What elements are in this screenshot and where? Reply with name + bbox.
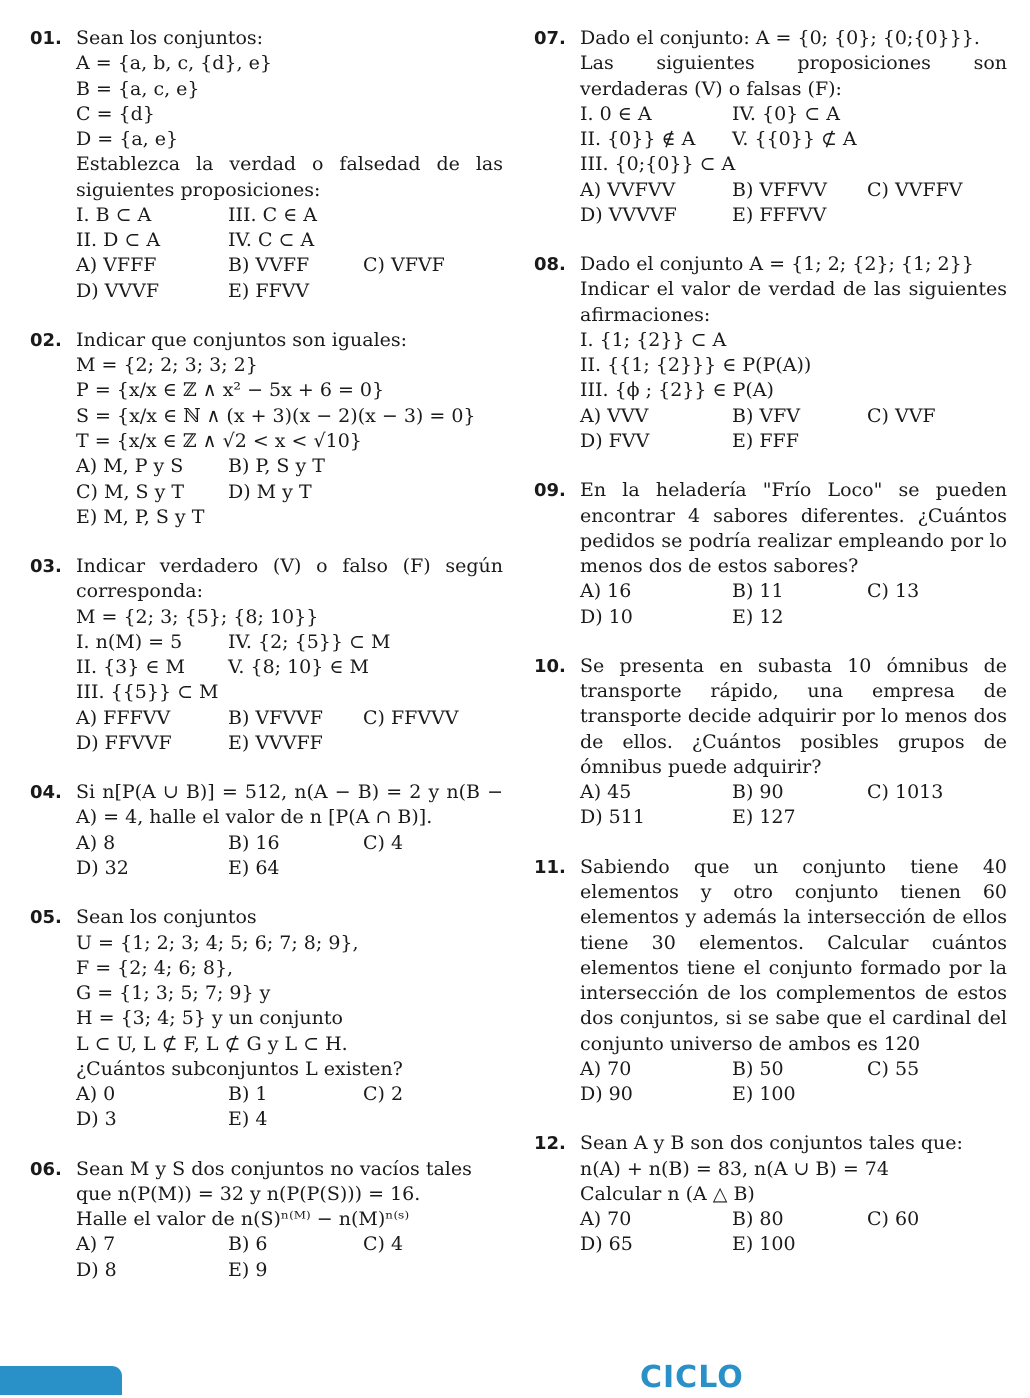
proposition-row — [76, 680, 503, 705]
question-block — [534, 478, 1007, 630]
answer-option: E) 9 — [228, 1258, 268, 1281]
statement-line: II. {{1; {2}}} ∈ P(P(A)) — [580, 354, 812, 377]
answer-option: D) 3 — [76, 1108, 117, 1131]
answer-option: A) 8 — [76, 831, 116, 854]
question-block — [30, 554, 503, 756]
question-number: 05. — [30, 907, 62, 929]
answer-option: E) 127 — [732, 806, 796, 829]
answer-option — [363, 856, 503, 881]
statement-line: M = {2; 3; {5}; {8; 10}} — [76, 605, 319, 628]
answer-option: B) VFV — [732, 404, 801, 427]
options-row — [76, 1258, 503, 1283]
statement-line: A = {a, b, c, {d}, e} — [76, 52, 272, 75]
question-row — [534, 252, 1007, 454]
answer-option — [363, 1107, 503, 1132]
proposition: III. {0;{0}} ⊂ A — [580, 153, 736, 176]
answer-option: D) 10 — [580, 605, 633, 628]
question-text: Las siguientes proposiciones son verdaderas (V) o falsas (F): — [580, 52, 1007, 100]
statement-line: Dado el conjunto A = {1; 2; {2}; {1; 2}} — [580, 253, 974, 276]
proposition-row — [76, 228, 503, 253]
question-text: Sabiendo que un conjunto tiene 40 elementos y otro conjunto tienen 60 elementos y además la intersección de ellos tiene 30 elementos. Calcular cuántos elementos tiene el conjunto formado por la intersección de los complementos de estos dos conjuntos, si se sabe que el cardinal del conjunto universo de ambos es 120 — [580, 855, 1007, 1055]
options-row — [76, 706, 503, 731]
proposition: V. {{0}} ⊄ A — [732, 128, 857, 151]
answer-option: B) 16 — [228, 831, 280, 854]
answer-option — [363, 731, 503, 756]
question-number: 10. — [534, 655, 566, 677]
proposition: IV. {0} ⊂ A — [732, 102, 840, 125]
options-row — [580, 780, 1007, 805]
answer-option: C) VVF — [867, 404, 936, 427]
statement-line: Dado el conjunto: A = {0; {0}; {0;{0}}}. — [580, 27, 980, 49]
answer-option: D) FVV — [580, 429, 650, 452]
proposition-row — [76, 655, 503, 680]
question-number: 07. — [534, 28, 566, 49]
options-row — [76, 1232, 503, 1257]
question-block — [534, 1131, 966, 1257]
answer-option: D) M y T — [228, 480, 312, 503]
statement-line: Calcular n (A △ B) — [580, 1182, 755, 1205]
statement-line: Indicar que conjuntos son iguales: — [76, 328, 408, 351]
question-block — [534, 252, 1007, 454]
answer-option: B) 11 — [732, 580, 784, 603]
proposition: II. {3} ∈ M — [76, 656, 185, 679]
question-body — [580, 1131, 1007, 1257]
statement-line: U = {1; 2; 3; 4; 5; 6; 7; 8; 9}, — [76, 931, 359, 954]
proposition: V. {8; 10} ∈ M — [228, 656, 369, 679]
answer-option: B) 80 — [732, 1208, 784, 1231]
answer-option — [867, 203, 1007, 228]
question-block — [30, 26, 503, 304]
options-row — [580, 429, 1007, 454]
answer-option: E) 100 — [732, 1233, 796, 1256]
answer-option: D) FFVVF — [76, 731, 172, 754]
answer-option: A) 16 — [580, 580, 632, 603]
options-row — [580, 805, 1007, 830]
answer-option: D) 90 — [580, 1083, 633, 1106]
answer-option: B) VFFVV — [732, 178, 827, 201]
footer-page-tab — [0, 1366, 122, 1395]
question-block — [534, 26, 1007, 228]
options-row — [76, 279, 503, 304]
question-number: 01. — [30, 28, 62, 49]
proposition: I. n(M) = 5 — [76, 630, 183, 653]
left-column — [30, 26, 503, 1295]
question-block — [30, 905, 480, 1132]
statement-line: L ⊂ U, L ⊄ F, L ⊄ G y L ⊂ H. — [76, 1032, 348, 1055]
answer-option: E) 100 — [732, 1083, 796, 1106]
options-row — [76, 1082, 503, 1107]
answer-option: C) 60 — [867, 1208, 920, 1231]
answer-option — [867, 605, 1007, 630]
question-row — [534, 478, 1007, 630]
answer-option — [363, 480, 503, 505]
answer-option: C) 1013 — [867, 781, 944, 804]
answer-option — [228, 505, 363, 530]
options-row — [76, 480, 503, 505]
question-text: Indicar el valor de verdad de las siguientes afirmaciones: — [580, 278, 1007, 326]
question-block — [30, 780, 503, 881]
question-body — [76, 26, 503, 304]
statement-line: T = {x/x ∈ ℤ ∧ √2 < x < √10} — [76, 429, 362, 452]
question-text: Indicar verdadero (V) o falso (F) según corresponda: — [76, 555, 503, 603]
question-row — [30, 1157, 480, 1283]
options-row — [580, 1057, 1007, 1082]
answer-option: C) 13 — [867, 580, 920, 603]
statement-line: Sean los conjuntos: — [76, 27, 264, 49]
question-block — [30, 1157, 480, 1283]
question-text: Establezca la verdad o falsedad de las siguientes proposiciones: — [76, 153, 503, 201]
options-row — [580, 579, 1007, 604]
question-row — [534, 855, 1007, 1108]
answer-option: B) VFVVF — [228, 706, 323, 729]
answer-option: E) FFFVV — [732, 203, 827, 226]
answer-option — [867, 1082, 1007, 1107]
options-row — [580, 203, 1007, 228]
question-number: 03. — [30, 556, 62, 578]
answer-option: A) VFFF — [76, 254, 157, 277]
statement-line: ¿Cuántos subconjuntos L existen? — [76, 1057, 403, 1080]
answer-option: A) FFFVV — [76, 706, 171, 729]
footer-brand: CICLO — [640, 1360, 744, 1395]
proposition-row — [76, 203, 503, 228]
question-row — [534, 26, 1007, 228]
question-number: 09. — [534, 480, 566, 502]
options-row — [76, 856, 503, 881]
answer-option: C) FFVVV — [363, 706, 459, 729]
question-body — [76, 905, 503, 1132]
answer-option: E) 64 — [228, 856, 280, 879]
proposition: III. C ∈ A — [228, 203, 317, 226]
answer-option: D) VVVVF — [580, 203, 677, 226]
proposition-row — [580, 102, 1007, 127]
answer-option: C) 55 — [867, 1057, 920, 1080]
answer-option: E) FFVV — [228, 279, 310, 302]
proposition: IV. {2; {5}} ⊂ M — [228, 630, 391, 653]
answer-option: E) 4 — [228, 1108, 268, 1131]
answer-option — [867, 1232, 1007, 1257]
proposition: II. {0}} ∉ A — [580, 128, 696, 151]
options-row — [76, 253, 503, 278]
options-row — [580, 1232, 1007, 1257]
answer-option: A) 0 — [76, 1083, 116, 1106]
options-row — [580, 1207, 1007, 1232]
answer-option: D) 65 — [580, 1233, 633, 1256]
answer-option: A) 70 — [580, 1057, 632, 1080]
proposition: IV. C ⊂ A — [228, 229, 315, 252]
answer-option: C) 2 — [363, 1083, 404, 1106]
options-row — [76, 831, 503, 856]
question-row — [30, 328, 480, 530]
answer-option: E) VVVFF — [228, 731, 323, 754]
answer-option: A) VVV — [580, 404, 649, 427]
question-body — [580, 855, 1007, 1108]
answer-option: B) 50 — [732, 1057, 784, 1080]
question-body — [76, 1157, 503, 1283]
question-text: Si n[P(A ∪ B)] = 512, n(A − B) = 2 y n(B − A) = 4, halle el valor de n [P(A ∩ B)]. — [76, 781, 503, 829]
statement-line: Sean A y B son dos conjuntos tales que: — [580, 1132, 963, 1155]
question-row — [30, 26, 503, 304]
answer-option: E) 12 — [732, 605, 784, 628]
question-number: 12. — [534, 1133, 566, 1155]
proposition: III. {{5}} ⊂ M — [76, 681, 219, 704]
answer-option: D) 511 — [580, 806, 645, 829]
answer-option: E) M, P, S y T — [76, 505, 205, 528]
options-row — [580, 178, 1007, 203]
question-row — [30, 554, 503, 756]
options-row — [76, 454, 503, 479]
question-number: 11. — [534, 856, 566, 878]
statement-line: que n(P(M)) = 32 y n(P(P(S))) = 16. — [76, 1182, 421, 1205]
question-number: 02. — [30, 329, 62, 351]
question-body — [76, 780, 503, 881]
answer-option: A) 45 — [580, 781, 632, 804]
statement-line: Sean los conjuntos — [76, 906, 257, 929]
question-body — [76, 554, 503, 756]
proposition — [228, 680, 498, 705]
question-block — [30, 328, 480, 530]
question-block — [534, 654, 1007, 831]
answer-option: A) 7 — [76, 1233, 116, 1256]
question-row — [30, 905, 480, 1132]
answer-option — [363, 454, 503, 479]
question-block — [534, 855, 1007, 1108]
answer-option — [867, 805, 1007, 830]
statement-line: S = {x/x ∈ ℕ ∧ (x + 3)(x − 2)(x − 3) = 0} — [76, 404, 476, 427]
question-body — [580, 252, 1007, 454]
options-row — [76, 731, 503, 756]
answer-option: C) 4 — [363, 831, 404, 854]
proposition-row — [580, 127, 1007, 152]
answer-option: C) VFVF — [363, 254, 445, 277]
question-text: En la heladería "Frío Loco" se pueden encontrar 4 sabores diferentes. ¿Cuántos pedidos se podría realizar empleando por lo menos dos de estos sabores? — [580, 479, 1007, 578]
answer-option: E) FFF — [732, 429, 799, 452]
question-row — [534, 1131, 966, 1257]
answer-option: B) 1 — [228, 1083, 268, 1106]
proposition: I. 0 ∈ A — [580, 102, 652, 125]
answer-option: D) VVVF — [76, 279, 160, 302]
question-body — [580, 478, 1007, 630]
answer-option: C) M, S y T — [76, 480, 185, 503]
answer-option: B) P, S y T — [228, 455, 325, 478]
answer-option: D) 8 — [76, 1258, 117, 1281]
answer-option: D) 32 — [76, 856, 129, 879]
statement-line: B = {a, c, e} — [76, 77, 200, 100]
question-number: 04. — [30, 782, 62, 804]
options-row — [76, 1107, 503, 1132]
question-body — [76, 328, 503, 530]
answer-option: B) 90 — [732, 781, 784, 804]
answer-option: B) 6 — [228, 1233, 268, 1256]
statement-line: F = {2; 4; 6; 8}, — [76, 956, 234, 979]
options-row — [580, 404, 1007, 429]
statement-line: III. {ϕ ; {2}} ∈ P(A) — [580, 379, 774, 402]
proposition: II. D ⊂ A — [76, 229, 161, 252]
statement-line: Halle el valor de n(S)ⁿ⁽ᴹ⁾ − n(M)ⁿ⁽ˢ⁾ — [76, 1208, 410, 1231]
statement-line: I. {1; {2}} ⊂ A — [580, 328, 727, 351]
answer-option: C) 4 — [363, 1233, 404, 1256]
statement-line: M = {2; 2; 3; 3; 2} — [76, 354, 258, 377]
options-row — [76, 505, 503, 530]
question-number: 08. — [534, 254, 566, 276]
answer-option — [363, 505, 503, 530]
proposition: I. B ⊂ A — [76, 203, 152, 226]
proposition-row — [580, 152, 1007, 177]
answer-option: B) VVFF — [228, 254, 310, 277]
answer-option: A) M, P y S — [76, 455, 184, 478]
question-row — [534, 654, 1007, 831]
question-row — [30, 780, 503, 881]
statement-line: D = {a, e} — [76, 128, 179, 151]
question-body — [580, 654, 1007, 831]
question-number: 06. — [30, 1158, 62, 1180]
answer-option: A) 70 — [580, 1208, 632, 1231]
statement-line: H = {3; 4; 5} y un conjunto — [76, 1007, 343, 1030]
statement-line: Sean M y S dos conjuntos no vacíos tales — [76, 1157, 472, 1180]
proposition — [732, 152, 1002, 177]
options-row — [580, 605, 1007, 630]
statement-line: G = {1; 3; 5; 7; 9} y — [76, 982, 271, 1005]
question-text: Se presenta en subasta 10 ómnibus de transporte rápido, una empresa de transporte decide adquirir por lo menos dos de ellos. ¿Cuántos posibles grupos de ómnibus puede adquirir? — [580, 654, 1007, 778]
answer-option — [363, 279, 503, 304]
right-column — [534, 26, 1007, 1270]
options-row — [580, 1082, 1007, 1107]
answer-option — [867, 429, 1007, 454]
answer-option — [363, 1258, 503, 1283]
answer-option: A) VVFVV — [580, 178, 676, 201]
question-body — [580, 26, 1007, 228]
statement-line: C = {d} — [76, 102, 155, 125]
answer-option: C) VVFFV — [867, 178, 963, 201]
statement-line: P = {x/x ∈ ℤ ∧ x² − 5x + 6 = 0} — [76, 379, 385, 402]
proposition-row — [76, 630, 503, 655]
statement-line: n(A) + n(B) = 83, n(A ∪ B) = 74 — [580, 1157, 889, 1180]
